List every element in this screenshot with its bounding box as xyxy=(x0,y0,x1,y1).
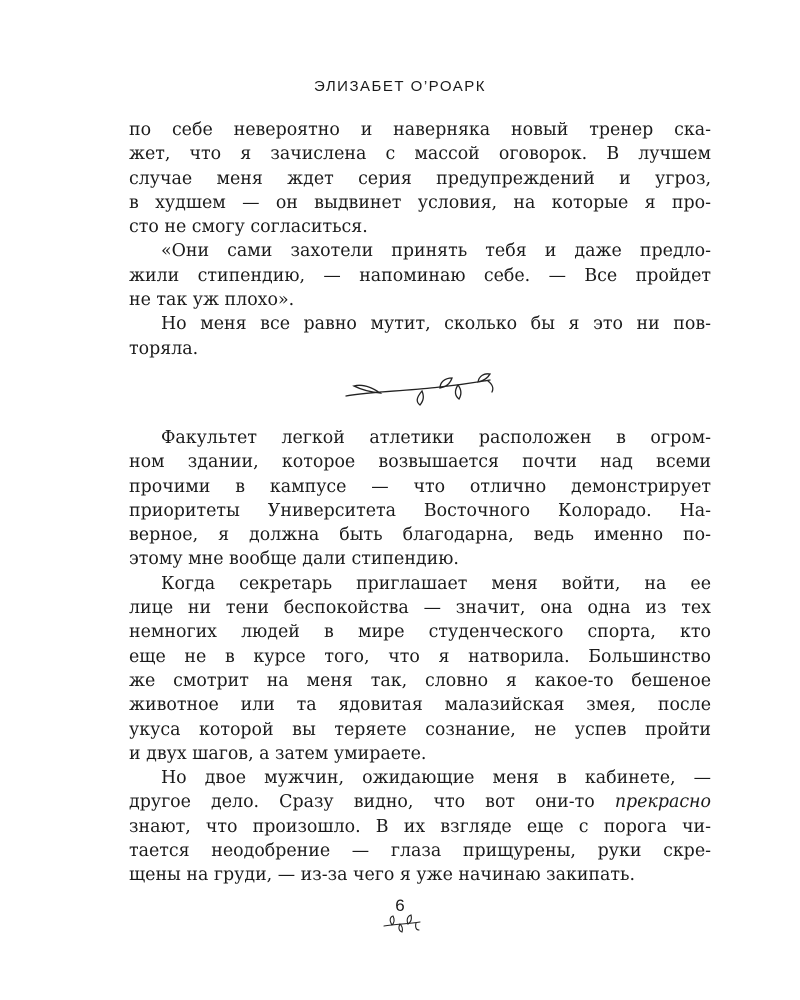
emphasized-word: прекрасно xyxy=(614,792,711,813)
text-line: верное, я должна быть благодарна, ведь именно по- xyxy=(129,525,711,546)
text-line: щены на груди, — из-за чего я уже начинаю закипать. xyxy=(129,865,636,886)
text-line: Когда секретарь приглашает меня войти, на ее xyxy=(161,573,711,594)
text-line: прочими в кампусе — что отлично демонстрирует xyxy=(129,476,711,497)
text-fragment: другое дело. Сразу видно, что вот они-то xyxy=(129,792,595,813)
text-line: жет, что я зачислена с массой оговорок. В лучшем xyxy=(129,144,711,165)
paragraph xyxy=(129,766,711,887)
text-line: случае меня ждет серия предупреждений и угроз, xyxy=(129,168,711,189)
text-line: же смотрит на меня так, словно я какое-то бешеное xyxy=(129,670,711,691)
text-line: Факультет легкой атлетики расположен в огром- xyxy=(161,428,711,448)
text-line: немногих людей в мире студенческого спорта, кто xyxy=(129,622,711,643)
paragraph xyxy=(129,118,711,239)
text-line: не так уж плохо». xyxy=(129,290,295,311)
text-line: лице ни тени беспокойства — значит, она одна из тех xyxy=(129,598,711,619)
text-section-2 xyxy=(129,426,711,888)
text-line: Но двое мужчин, ожидающие меня в кабинете, — xyxy=(161,768,711,789)
text-line: ном здании, которое возвышается почти над всеми xyxy=(129,452,711,473)
text-line: торяла. xyxy=(129,338,199,359)
text-line: животное или та ядовитая малазийская змея, после xyxy=(129,695,711,716)
text-line: по себе невероятно и наверняка новый тренер ска- xyxy=(129,120,711,140)
text-line: сто не смогу согласиться. xyxy=(129,217,368,238)
text-line: приоритеты Университета Восточного Колорадо. На- xyxy=(129,500,711,521)
paragraph xyxy=(129,239,711,312)
text-line: Но меня все равно мутит, сколько бы я это ни пов- xyxy=(161,314,711,335)
text-line: этому мне вообще дали стипендию. xyxy=(129,549,459,570)
text-line: «Они сами захотели принять тебя и даже предло- xyxy=(161,241,711,262)
text-line xyxy=(129,790,711,814)
page-number: 6 xyxy=(395,896,405,915)
text-line: укуса которой вы теряете сознание, не успев пройти xyxy=(129,719,711,740)
leaf-vine-divider-icon xyxy=(340,372,500,408)
running-head-author: ЭЛИЗАБЕТ О’РОАРК xyxy=(314,78,486,95)
text-section-1 xyxy=(129,118,711,361)
text-line: жили стипендию, — напоминаю себе. — Все пройдет xyxy=(129,265,711,286)
text-line: в худшем — он выдвинет условия, на которые я про- xyxy=(129,192,711,213)
paragraph xyxy=(129,312,711,361)
text-line: еще не в курсе того, что я натворила. Большинство xyxy=(129,646,711,667)
paragraph xyxy=(129,572,711,766)
paragraph xyxy=(129,426,711,572)
text-line: знают, что произошло. В их взгляде еще с порога чи- xyxy=(129,816,711,837)
leaf-sprig-icon xyxy=(380,912,424,934)
text-line: тается неодобрение — глаза прищурены, руки скре- xyxy=(129,841,711,862)
text-line: и двух шагов, а затем умираете. xyxy=(129,743,427,764)
